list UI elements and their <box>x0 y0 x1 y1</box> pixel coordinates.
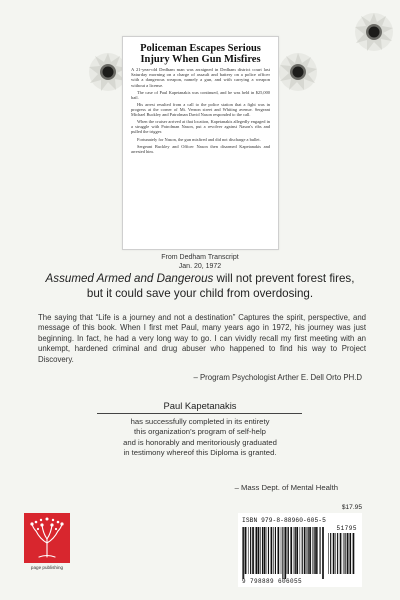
barcode-bar <box>304 527 306 574</box>
barcode-addon-number: 51795 <box>336 525 357 532</box>
bullet-hole-middle-icon <box>276 50 320 94</box>
tagline-line-2: but it could save your child from overdosing. <box>86 287 314 300</box>
barcode-bar <box>350 533 351 574</box>
barcode-bar <box>347 533 349 574</box>
barcode-bar <box>275 527 276 574</box>
barcode-bar <box>333 533 335 574</box>
barcode-bar <box>340 533 342 574</box>
certificate-text <box>0 417 400 458</box>
endorsement-quote: The saying that “Life is a journey and not a destination” Captures the spirit, perspective, and message of this book. When I first met Paul, many years ago in 1972, his journey was just beginning. In fact, he had a very long way to go. I can vividly recall my first meeting with an unkempt, hardened criminal and drug abuser who happened to find his way to Project Discovery. <box>38 313 366 364</box>
certificate-line: this organization’s program of self-help <box>134 427 266 437</box>
barcode-bar <box>243 527 244 579</box>
barcode-bar <box>250 527 251 574</box>
tagline-text: will not prevent forest fires, <box>213 272 355 285</box>
barcode-bar <box>307 527 308 574</box>
barcode-bar <box>271 527 273 574</box>
certificate-recipient: Paul Kapetanakis <box>163 400 237 411</box>
barcode-bar <box>343 533 344 574</box>
certificate-line: in testimony whereof this Diploma is granted. <box>123 447 277 457</box>
isbn-text: ISBN 979-8-88960-605-5 <box>242 517 326 524</box>
barcode-bar <box>322 527 324 579</box>
barcode-bar <box>337 533 338 574</box>
barcode-bar <box>309 527 311 574</box>
book-title: Assumed Armed and Dangerous <box>45 272 214 285</box>
barcode-bar <box>255 527 256 574</box>
barcode-bar <box>288 527 289 574</box>
bullet-hole-right-icon <box>352 10 396 54</box>
clipping-headline: Policeman Escapes Serious Injury When Gun Misfires <box>140 43 261 65</box>
barcode-bar <box>252 527 254 574</box>
barcode-bar <box>335 533 336 574</box>
barcode-bar <box>308 527 309 574</box>
barcode-bar <box>287 527 288 574</box>
barcode-bar <box>296 527 298 574</box>
barcode-bar <box>245 527 247 574</box>
publisher-logo <box>24 513 70 575</box>
barcode-bar <box>349 533 350 574</box>
clipping-columns <box>131 90 270 156</box>
barcode-bar <box>294 527 295 574</box>
clipping-paragraph: His arrest resulted from a call to the police station that a fight was in progress at the corner of Mt. Vernon street and Whiting avenue. Sergeant Michael Buckley and Patrolman David Nason responded to the call. <box>131 102 270 118</box>
barcode-bar <box>328 533 329 574</box>
isbn-barcode <box>238 513 362 587</box>
clipping-paragraph: Sergeant Buckley and Officer Nason then disarmed Kapetanakis and arrested him. <box>131 143 270 154</box>
barcode-bar <box>278 527 280 574</box>
barcode-bar <box>273 527 274 574</box>
barcode-number: 9 798889 606055 <box>242 578 303 585</box>
barcode-bar <box>281 527 282 574</box>
tagline-line-1 <box>20 271 380 286</box>
barcode-bar <box>266 527 267 574</box>
price-label: $17.95 <box>341 504 362 511</box>
barcode-bar <box>295 527 296 574</box>
barcode-bar <box>264 527 266 574</box>
clipping-paragraph: The case of Paul Kapetanakis was continued, and he was held in $25,000 bail. <box>131 89 270 100</box>
barcode-bar <box>330 533 331 574</box>
tree-icon <box>24 513 70 563</box>
barcode-bar <box>258 527 260 574</box>
clipping-paragraph: Fortunately for Nason, the gun misfired and did not discharge a bullet. <box>137 136 261 142</box>
barcode-addon-bars <box>328 533 356 579</box>
barcode-bar <box>320 527 321 574</box>
clipping-caption-date: Jan. 20, 1972 <box>178 263 222 270</box>
barcode-bar <box>260 527 261 574</box>
clipping-caption-source: From Dedham Transcript <box>161 254 239 261</box>
barcode-bars <box>242 527 324 579</box>
clipping-column <box>131 90 270 156</box>
barcode-bar <box>312 527 313 574</box>
barcode-bar <box>314 527 315 574</box>
clipping-paragraph: When the cruiser arrived at that location, Kapetanakis allegedly engaged in a struggle with Patrolman Nason, put a revolver against Nason's ribs and pulled the trigger. <box>131 119 270 135</box>
endorsement-attribution: – Program Psychologist Arther E. Dell Orto PH.D <box>193 373 362 382</box>
barcode-bar <box>353 533 355 574</box>
tagline <box>20 271 380 301</box>
barcode-bar <box>256 527 257 574</box>
barcode-bar <box>302 527 303 574</box>
publisher-name: page publishing <box>30 565 64 570</box>
barcode-bar <box>317 527 318 574</box>
newspaper-clipping <box>122 36 279 250</box>
barcode-bar <box>290 527 292 574</box>
barcode-bar <box>242 527 243 579</box>
certificate-line: has successfully completed in its entirety <box>130 417 270 426</box>
barcode-bar <box>268 527 269 574</box>
clipping-lead-paragraph: A 21-year-old Dedham man was arraigned in Dedham district court last Saturday morning on a charge of assault and battery on a police officer with a dangerous weapon, namely a gun, and with carrying a weapon without a license. <box>131 67 270 88</box>
barcode-bar <box>248 527 249 574</box>
certificate-attribution: – Mass Dept. of Mental Health <box>234 483 338 492</box>
barcode-bar <box>315 527 317 574</box>
barcode-bar <box>282 527 283 579</box>
barcode-bar <box>284 527 286 579</box>
barcode-bar <box>300 527 301 574</box>
divider <box>97 413 302 414</box>
barcode-bar <box>345 533 346 574</box>
certificate-line: and is honorably and meritoriously graduated <box>123 437 277 447</box>
barcode-bar <box>262 527 263 574</box>
